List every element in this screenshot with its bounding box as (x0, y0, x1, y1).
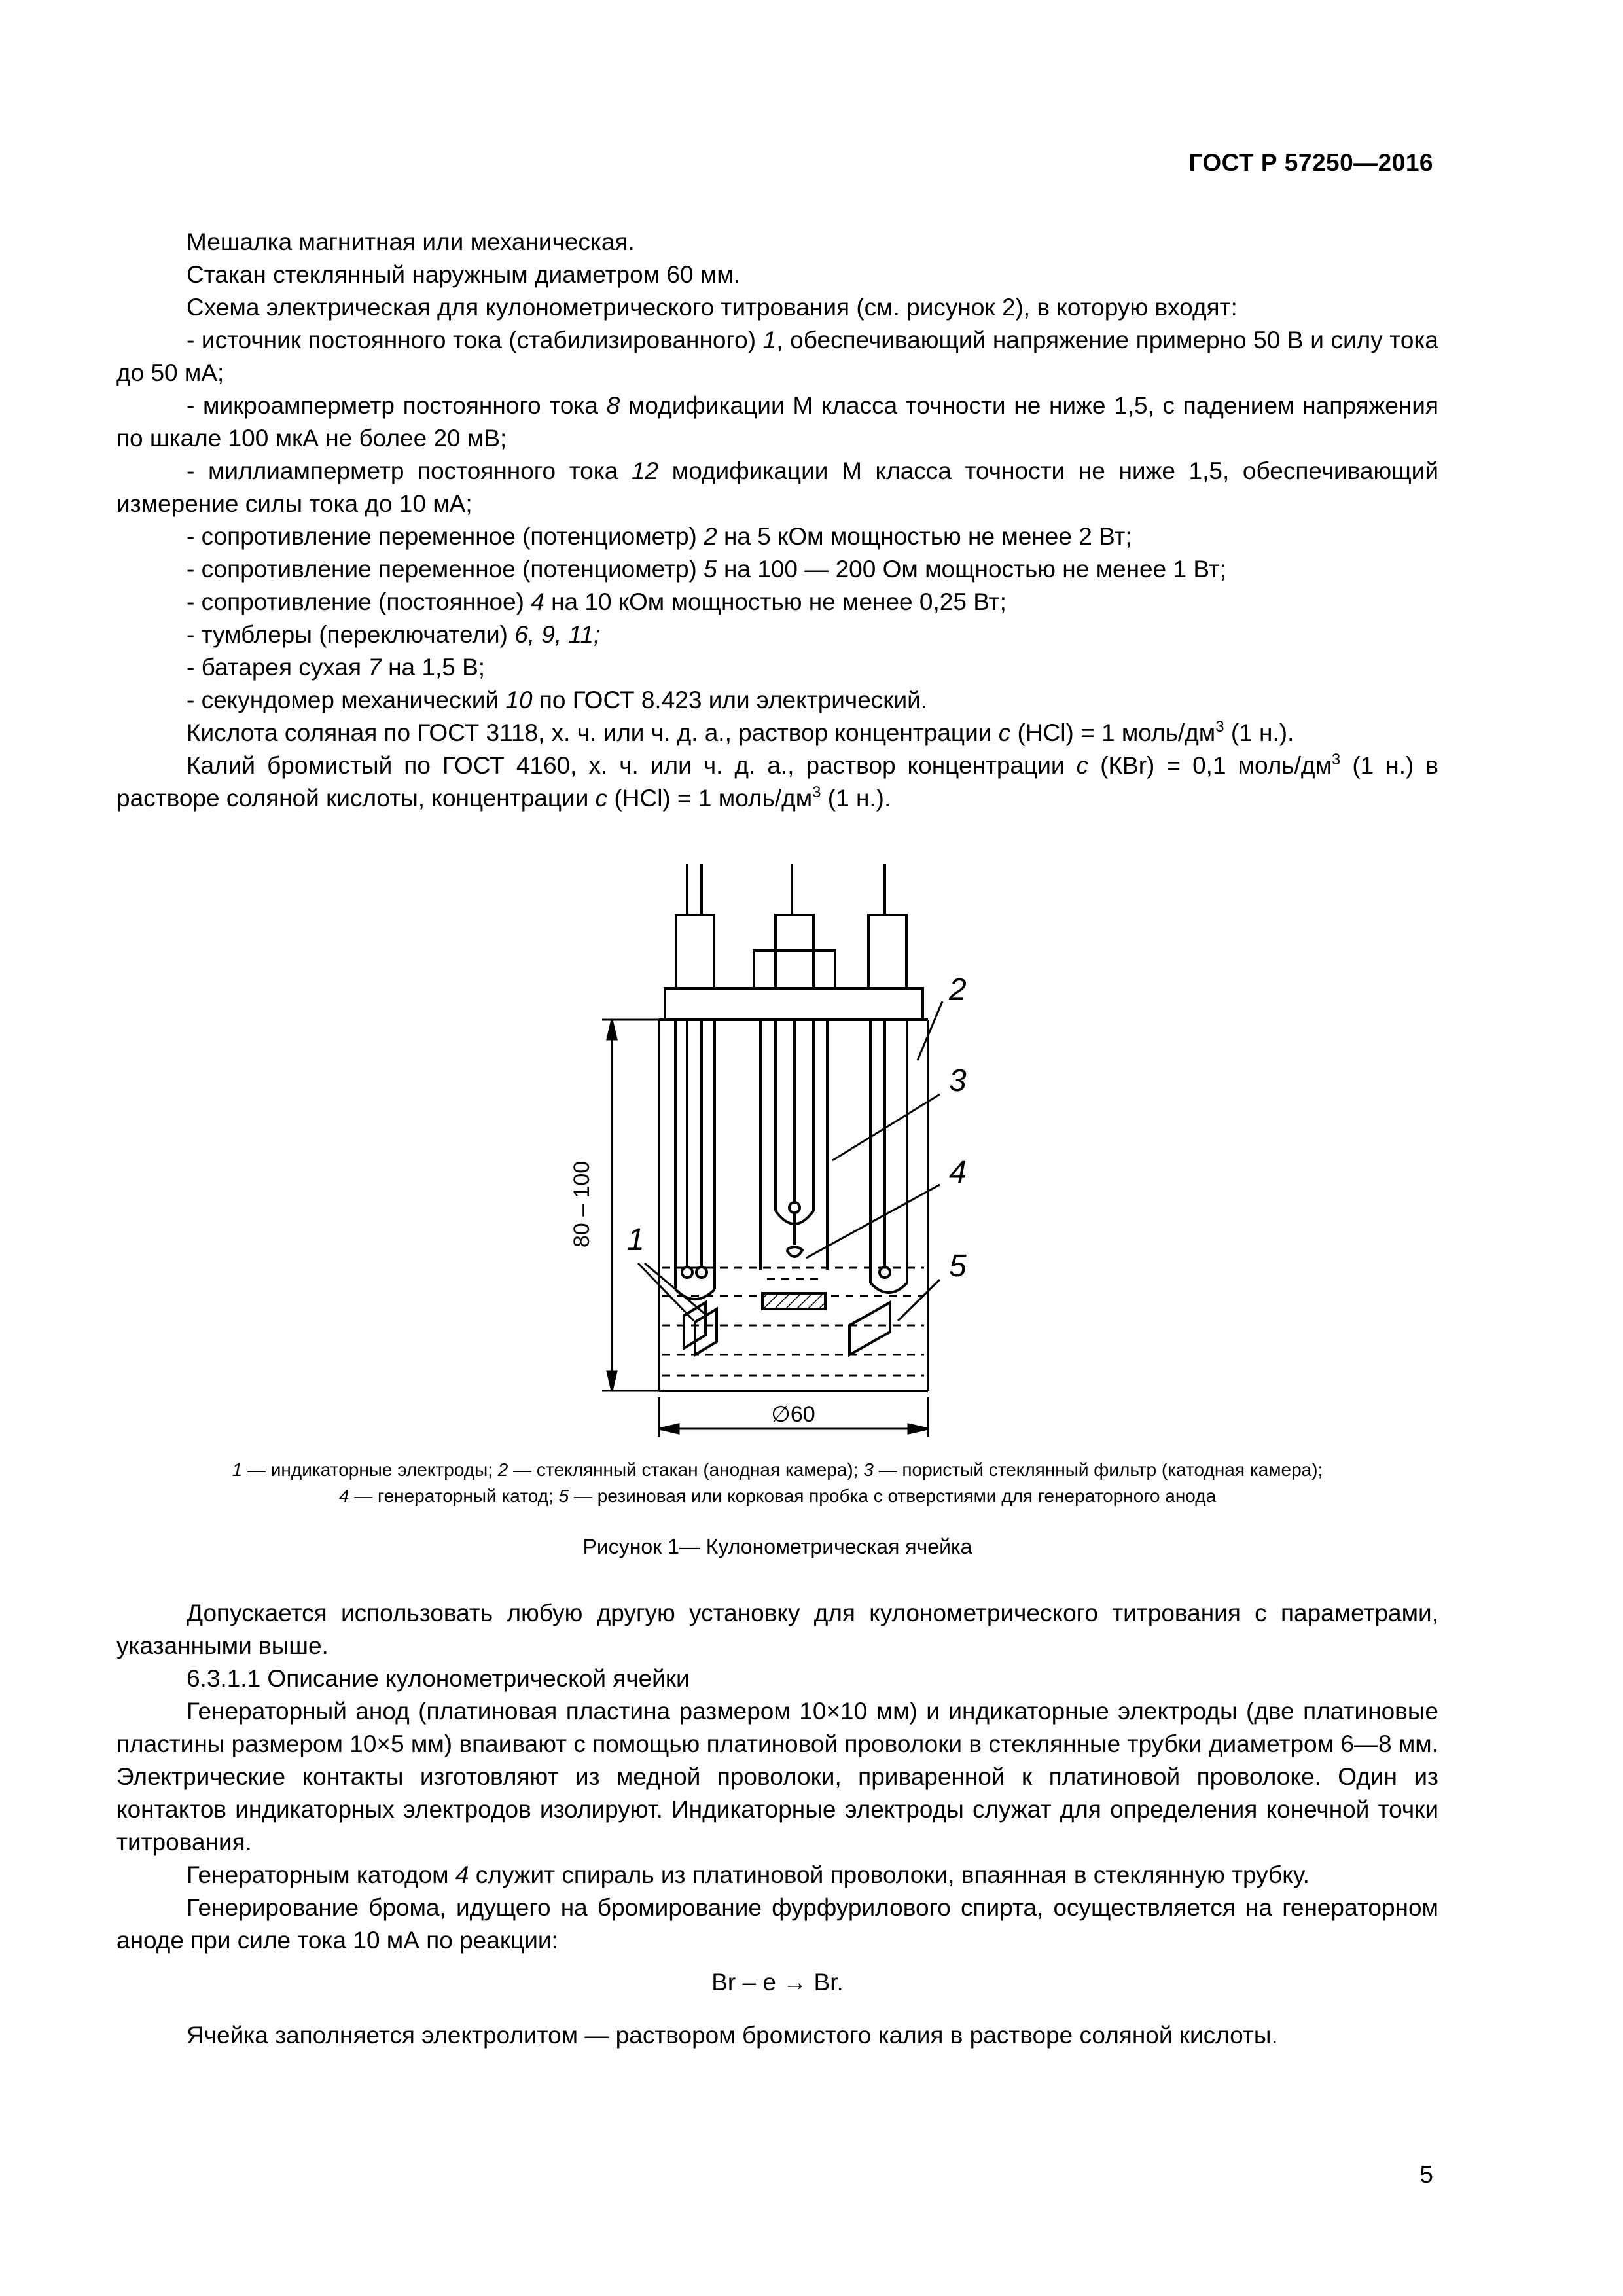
paragraph: Калий бромистый по ГОСТ 4160, х. ч. или ч. д. а., раствор концентрации c (КBr) = 0,1 моль/$дм^3$ (1 н.) в растворе соляной кислоты, концентрации c (HCl) = 1 моль/$дм^3$ (1 н.). (116, 751, 1438, 812)
paragraph: Допускается использовать любую другую установку для кулонометрического титрования с параметрами, указанными выше. (116, 1600, 1438, 1659)
list-item: - сопротивление (постоянное) 4 на 10 кОм мощностью не менее 0,25 Вт; (187, 588, 1007, 615)
figure-label-5: 5 (949, 1249, 967, 1283)
list-item: - сопротивление переменное (потенциометр) 2 на 5 кОм мощностью не менее 2 Вт; (187, 523, 1132, 550)
legend-line-1: 1 — индикаторные электроды; 2 — стеклянный стакан (анодная камера); 3 — пористый стеклянный фильтр (катодная камера); (232, 1460, 1323, 1480)
list-item: - батарея сухая 7 на 1,5 В; (187, 654, 486, 681)
paragraph: Ячейка заполняется электролитом — раствором бромистого калия в растворе соляной кислоты. (187, 2022, 1278, 2049)
paragraph: Мешалка магнитная или механическая. (187, 228, 635, 255)
bottom-text-block (116, 1597, 1438, 1957)
paragraph: Схема электрическая для кулонометрического титрования (см. рисунок 2), в которую входят: (187, 294, 1238, 321)
paragraph: Генераторный анод (платиновая пластина размером 10×10 мм) и индикаторные электроды (две платиновые пластины размером 10×5 мм) впаивают с помощью платиновой проволоки в стеклянные трубки диаметром 6—8 мм. Электрические контакты изготовляют из медной проволоки, приваренной к платиновой проволоке. Один из контактов индикаторных электродов изолируют. Индикаторные электроды служат для определения конечной точки титрования. (116, 1698, 1438, 1856)
document-header: ГОСТ Р 57250—2016 (1188, 149, 1433, 176)
top-text-block (116, 226, 1438, 815)
figure-caption: Рисунок 1— Кулонометрическая ячейка (582, 1535, 972, 1558)
reaction-formula: Br – e → Br. (711, 1969, 844, 1996)
coulometric-cell-figure (550, 844, 1073, 1460)
section-heading: 6.3.1.1 Описание кулонометрической ячейки (187, 1665, 690, 1692)
list-item: - тумблеры (переключатели) 6, 9, 11; (187, 621, 601, 648)
figure-legend (116, 1457, 1438, 1509)
list-item: - микроамперметр постоянного тока 8 модификации М класса точности не ниже 1,5, с падением напряжения по шкале 100 мкА не более 20 мВ; (116, 392, 1438, 452)
page-number: 5 (1419, 2161, 1433, 2188)
dimension-diameter-label: ∅60 (771, 1402, 815, 1427)
paragraph: Генераторным катодом 4 служит спираль из платиновой проволоки, впаянная в стеклянную трубку. (187, 1861, 1310, 1888)
paragraph: Генерирование брома, идущего на бромирование фурфурилового спирта, осуществляется на генераторном аноде при силе тока 10 мА по реакции: (116, 1894, 1438, 1954)
figure-label-1: 1 (627, 1223, 645, 1257)
legend-line-2: 4 — генераторный катод; 5 — резиновая или корковая пробка с отверстиями для генераторного анода (338, 1486, 1217, 1506)
figure-label-4: 4 (949, 1155, 967, 1190)
final-text-block (116, 2019, 1438, 2052)
list-item: - миллиамперметр постоянного тока 12 модификации М класса точности не ниже 1,5, обеспечивающий измерение силы тока до 10 мА; (116, 457, 1438, 517)
list-item: - источник постоянного тока (стабилизированного) 1, обеспечивающий напряжение примерно 50 В и силу тока до 50 мА; (116, 327, 1438, 386)
figure-label-2: 2 (949, 973, 967, 1007)
list-item: - секундомер механический 10 по ГОСТ 8.423 или электрический. (187, 687, 928, 713)
dimension-height-label: 80 – 100 (569, 1160, 594, 1248)
figure-label-3: 3 (949, 1064, 967, 1098)
paragraph: Кислота соляная по ГОСТ 3118, х. ч. или ч. д. а., раствор концентрации c (HCl) = 1 моль/$дм^3$ (1 н.). (187, 718, 1294, 746)
paragraph: Стакан стеклянный наружным диаметром 60 мм. (187, 261, 740, 288)
list-item: - сопротивление переменное (потенциометр) 5 на 100 — 200 Ом мощностью не менее 1 Вт; (187, 556, 1227, 583)
